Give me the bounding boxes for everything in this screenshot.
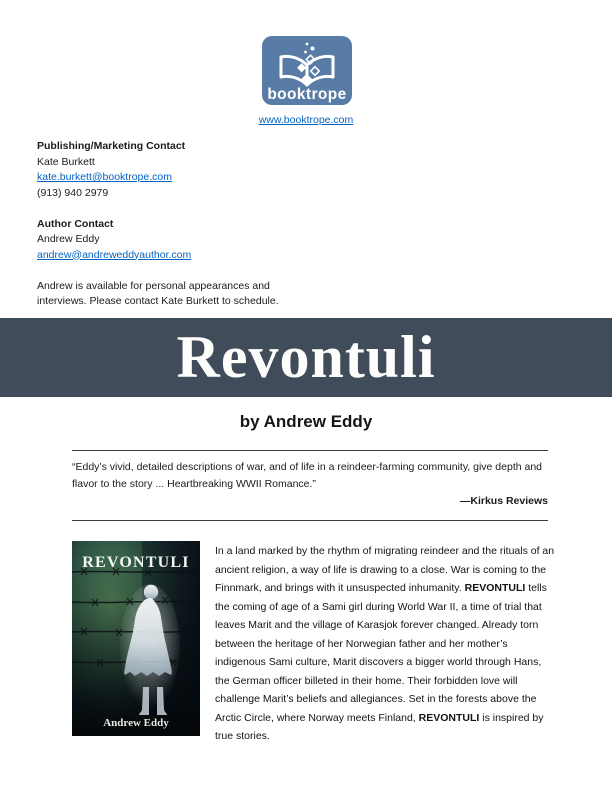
book-cover-image xyxy=(72,541,200,736)
synopsis-book-title-1: REVONTULI xyxy=(464,582,526,595)
publishing-contact-phone: (913) 940 2979 xyxy=(37,186,109,199)
logo-brand-text: booktrope xyxy=(267,86,347,103)
website-link[interactable]: www.booktrope.com xyxy=(258,114,354,126)
book-title: Revontuli xyxy=(176,324,436,390)
synopsis-seg3: is inspired by true stories. xyxy=(215,711,544,743)
publishing-contact-heading: Publishing/Marketing Contact xyxy=(37,140,186,152)
synopsis-seg1: In a land marked by the rhythm of migrating reindeer and the rituals of an ancient religion, a way of life is drawing to a close. War is coming to the Finnmark, and brings with it unsuspected inhumanity. xyxy=(215,545,555,595)
website-link-row xyxy=(0,110,612,128)
cover-author-text: Andrew Eddy xyxy=(103,717,169,729)
author-contact-name: Andrew Eddy xyxy=(37,233,100,245)
spacer xyxy=(37,263,327,279)
author-contact-email-link[interactable]: andrew@andreweddyauthor.com xyxy=(37,248,192,261)
divider-rule-bottom xyxy=(72,520,548,521)
open-book-sparkles-icon xyxy=(262,36,352,105)
publishing-contact-email-link[interactable]: kate.burkett@booktrope.com xyxy=(37,171,172,183)
author-contact-heading: Author Contact xyxy=(37,217,114,230)
contact-info-block xyxy=(37,139,327,310)
spacer xyxy=(37,201,327,217)
byline: by Andrew Eddy xyxy=(239,412,373,431)
review-quote: “Eddy’s vivid, detailed descriptions of war, and of life in a reindeer-farming community, give depth and flavor to the story ... Heartbreaking WWII Romance.” xyxy=(72,461,543,490)
synopsis-book-title-2: REVONTULI xyxy=(418,711,480,724)
title-banner xyxy=(0,318,612,397)
availability-note: Andrew is available for personal appearances and interviews. Please contact Kate Burkett to schedule. xyxy=(37,279,279,307)
divider-rule-top xyxy=(72,450,548,451)
book-cover-art xyxy=(72,541,200,736)
review-attribution: —Kirkus Reviews xyxy=(459,495,548,507)
review-quote-block xyxy=(72,459,548,510)
cover-title-text: REVONTULI xyxy=(82,554,190,571)
synopsis-seg2: tells the coming of age of a Sami girl during World War II, a time of trial that leaves Marit and the village of Karasjok forever changed. Already torn between the heritage of her Norwegian father and her mother’s indigenous Sami culture, Marit discovers a bigger world through Hans, the German officer billeted in their home. Their forbidden love will challenge Marit’s beliefs and allegiances. Set in the forests above the Arctic Circle, where Norway meets Finland, xyxy=(215,582,547,724)
booktrope-logo xyxy=(262,36,352,105)
publishing-contact-name: Kate Burkett xyxy=(37,155,95,168)
synopsis-paragraph xyxy=(215,542,556,746)
